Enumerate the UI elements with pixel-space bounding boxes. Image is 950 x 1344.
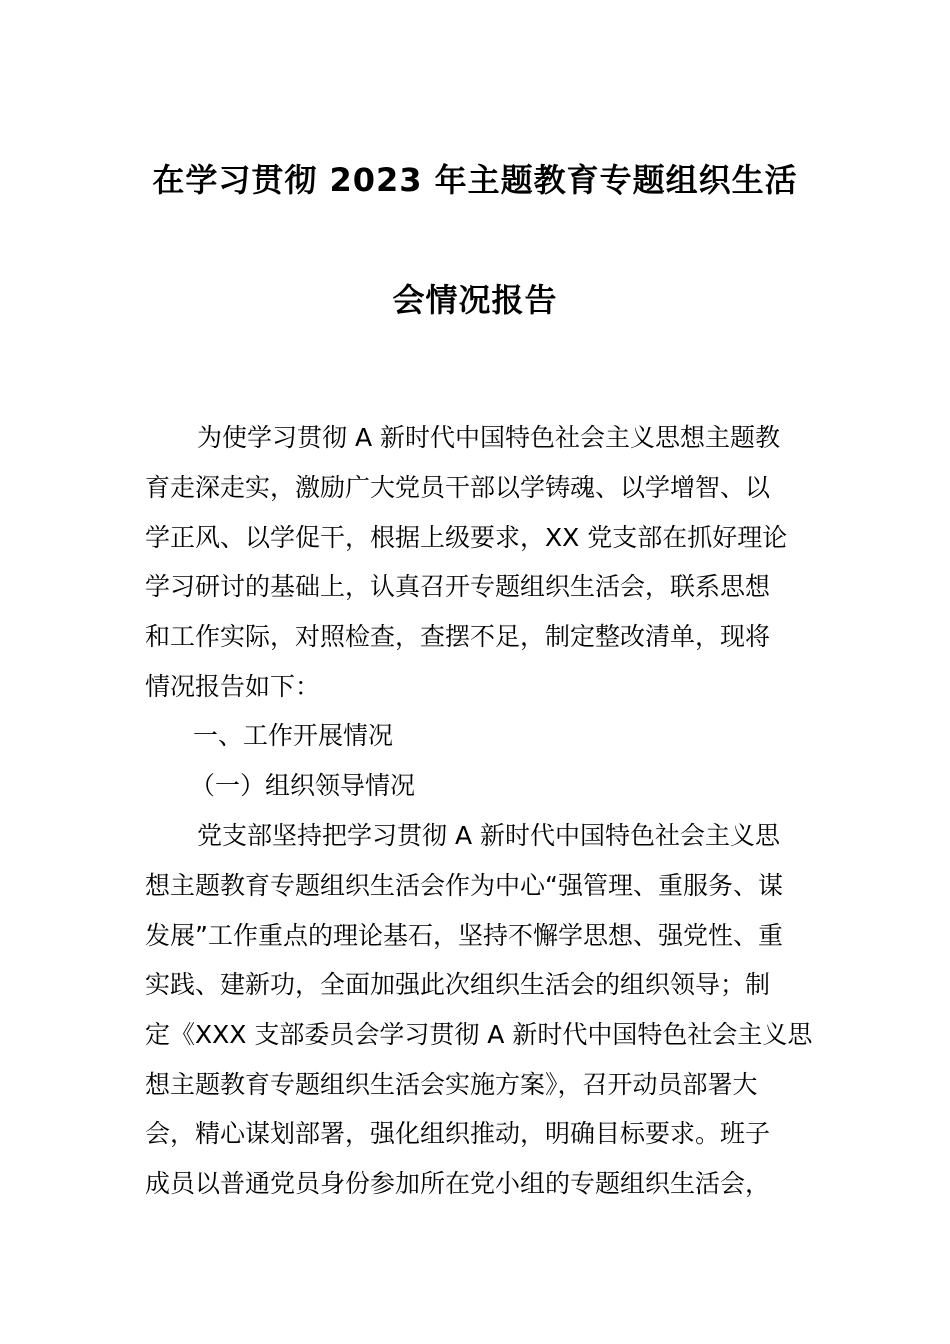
body-line: 会，精心谋划部署，强化组织推动，明确目标要求。班子 <box>145 1119 771 1148</box>
body-line: 想主题教育专题组织生活会作为中心“强管理、重服务、谋 <box>145 871 783 900</box>
body-line: 发展”工作重点的理论基石，坚持不懈学思想、强党性、重 <box>145 921 783 950</box>
document-title-line-2: 会情况报告 <box>392 281 558 319</box>
body-line: 为使学习贯彻 A 新时代中国特色社会主义思想主题教 <box>197 423 780 452</box>
body-line: 成员以普通党员身份参加所在党小组的专题组织生活会， <box>145 1169 771 1198</box>
body-line: 学正风、以学促干，根据上级要求，XX 党支部在抓好理论 <box>145 523 788 552</box>
subsection-heading: （一）组织领导情况 <box>190 771 416 800</box>
body-line: 定《XXX 支部委员会学习贯彻 A 新时代中国特色社会主义思 <box>145 1020 813 1049</box>
body-line: 情况报告如下： <box>145 672 321 701</box>
body-line: 和工作实际，对照检查，查摆不足，制定整改清单，现将 <box>145 622 771 651</box>
body-line: 实践、建新功，全面加强此次组织生活会的组织领导；制 <box>145 970 771 999</box>
body-line: 党支部坚持把学习贯彻 A 新时代中国特色社会主义思 <box>197 821 780 850</box>
document-title-line-1: 在学习贯彻 2023 年主题教育专题组织生活 <box>152 161 798 199</box>
body-line: 想主题教育专题组织生活会实施方案》，召开动员部署大 <box>145 1070 758 1099</box>
body-line: 学习研讨的基础上，认真召开专题组织生活会，联系思想 <box>145 572 771 601</box>
section-heading: 一、工作开展情况 <box>193 721 394 750</box>
body-line: 育走深走实，激励广大党员干部以学铸魂、以学增智、以 <box>145 473 771 502</box>
